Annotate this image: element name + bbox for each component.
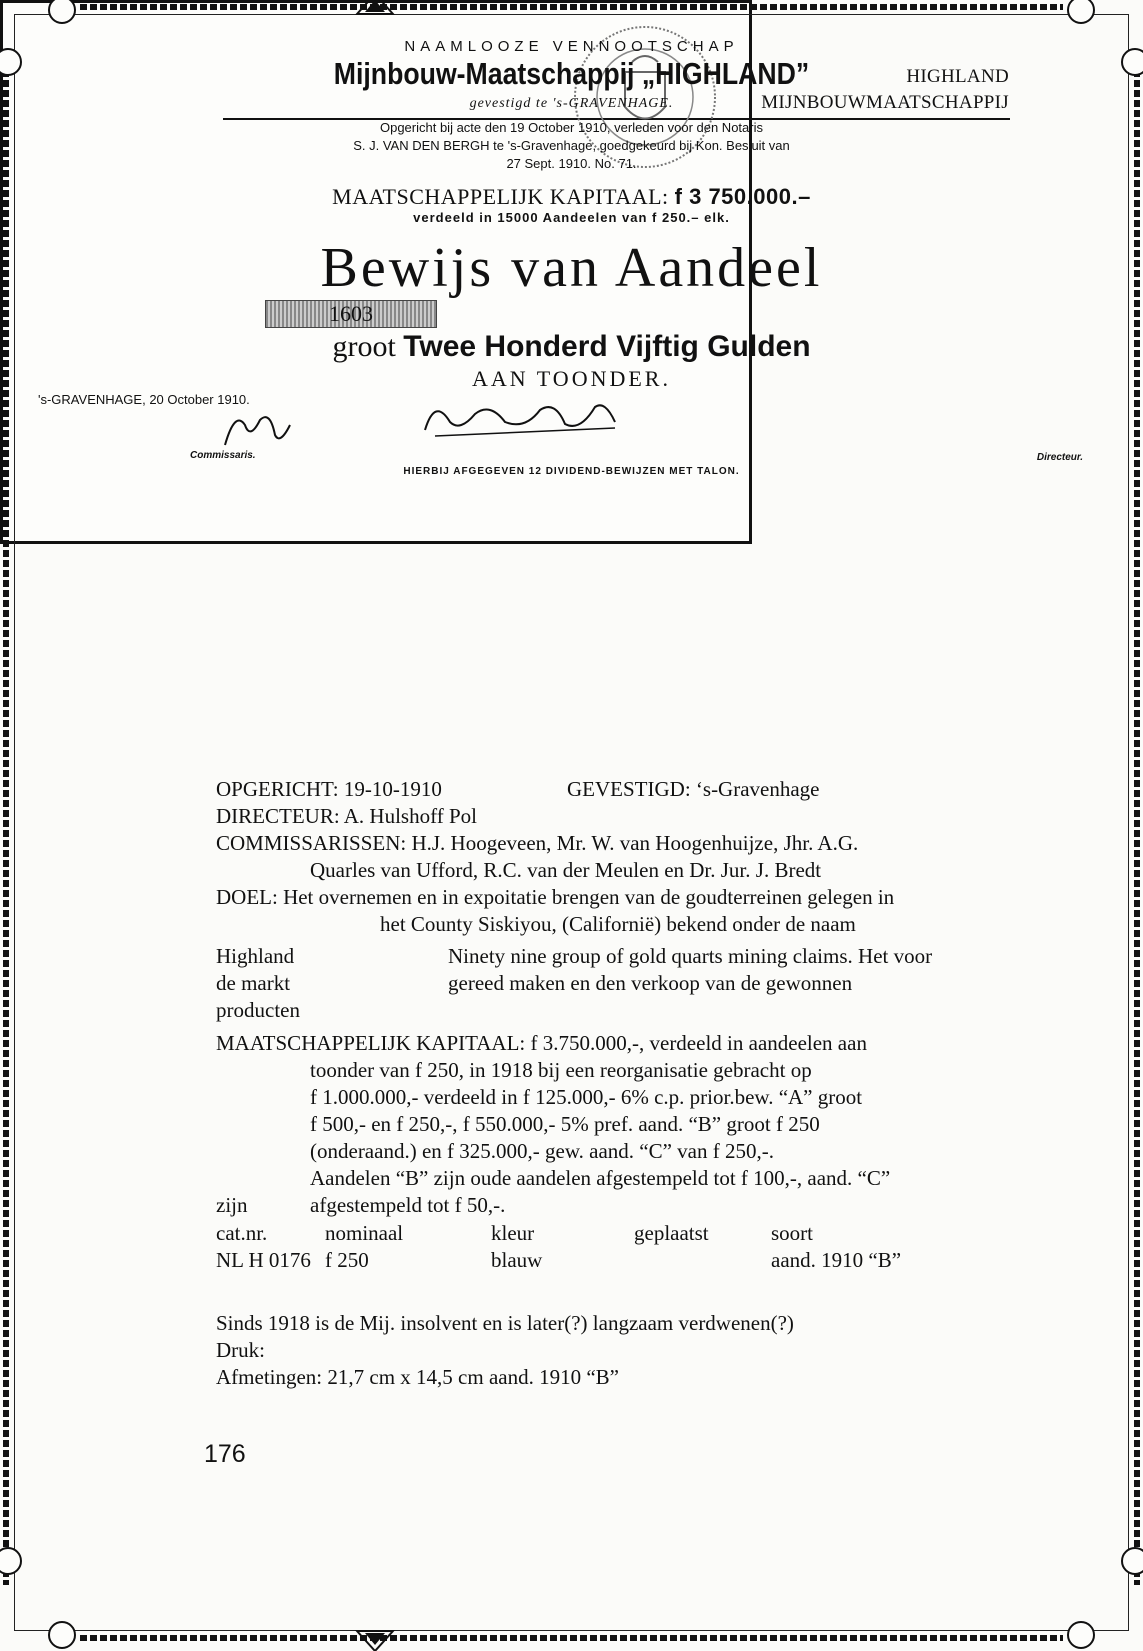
table-cell-nominaal: f 250 xyxy=(325,1248,369,1272)
kapitaal-line: MAATSCHAPPELIJK KAPITAAL: f 3.750.000,-, verdeeld in aandeelen aan xyxy=(216,1031,867,1055)
capital-line: MAATSCHAPPELIJK KAPITAAL: f 3 750.000.– xyxy=(332,184,811,209)
kapitaal-line: Aandelen “B” zijn oude aandelen afgestempeld tot f 100,-, aand. “C” xyxy=(310,1166,891,1190)
share-certificate xyxy=(0,0,1083,544)
kapitaal-line: (onderaand.) en f 325.000,- gew. aand. “C” van f 250,-. xyxy=(310,1139,774,1163)
company-name: Mijnbouw-Maatschappij „HIGHLAND” xyxy=(333,56,810,91)
table-cell-catnr: NL H 0176 xyxy=(216,1248,311,1272)
company-seat: gevestigd te 's-GRAVENHAGE. xyxy=(469,96,674,111)
doel-line: producten xyxy=(216,998,300,1022)
company-type: NAAMLOOZE VENNOOTSCHAP xyxy=(404,38,739,55)
commissaris-signature xyxy=(215,405,295,455)
dividend-note: HIERBIJ AFGEGEVEN 12 DIVIDEND-BEWIJZEN MET TALON. xyxy=(403,466,740,477)
directeur-line: DIRECTEUR: A. Hulshoff Pol xyxy=(216,804,477,828)
table-header-kleur: kleur xyxy=(491,1221,535,1245)
running-header-subtitle: MIJNBOUWMAATSCHAPPIJ xyxy=(761,92,1009,113)
afmetingen-line: Afmetingen: 21,7 cm x 14,5 cm aand. 1910 “B” xyxy=(216,1365,619,1389)
doel-line: Ninety nine group of gold quarts mining claims. Het voor xyxy=(448,944,933,968)
founding-line: Opgericht bij acte den 19 October 1910, verleden voor den Notaris xyxy=(379,120,763,135)
commissarissen-line: COMMISSARISSEN: H.J. Hoogeveen, Mr. W. van Hoogenhuijze, Jhr. A.G. xyxy=(216,831,859,855)
kapitaal-line: f 1.000.000,- verdeeld in f 125.000,- 6% c.p. prior.bew. “A” groot xyxy=(310,1085,863,1109)
opgericht-line: OPGERICHT: 19-10-1910 xyxy=(216,777,442,801)
table-header-catnr: cat.nr. xyxy=(216,1221,268,1245)
sinds-line: Sinds 1918 is de Mij. insolvent en is later(?) langzaam verdwenen(?) xyxy=(216,1311,794,1335)
kapitaal-line: afgestempeld tot f 50,-. xyxy=(310,1193,506,1217)
founding-line: S. J. VAN DEN BERGH te 's-Gravenhage, goedgekeurd bij Kon. Besluit van xyxy=(353,138,790,153)
directeur-label: Directeur. xyxy=(1036,452,1083,463)
commissarissen-line: Quarles van Ufford, R.C. van der Meulen en Dr. Jur. J. Bredt xyxy=(310,858,822,882)
share-division: verdeeld in 15000 Aandeelen van f 250.– elk. xyxy=(413,210,730,225)
kapitaal-line: toonder van f 250, in 1918 bij een reorganisatie gebracht op xyxy=(310,1058,812,1082)
doel-line: gereed maken en den verkoop van de gewonnen xyxy=(448,971,853,995)
bottom-crest-ornament-icon xyxy=(355,1629,395,1651)
top-crest-ornament-icon xyxy=(355,0,395,16)
amount-text: Twee Honderd Vijftig Gulden xyxy=(403,330,811,363)
certificate-number: 1603 xyxy=(265,300,437,328)
bottom-border-pattern xyxy=(80,1635,1063,1641)
table-header-geplaatst: geplaatst xyxy=(634,1221,709,1245)
founding-line: 27 Sept. 1910. No. 71. xyxy=(506,156,637,171)
capital-label: MAATSCHAPPELIJK KAPITAAL xyxy=(332,184,663,209)
capital-value: f 3 750.000.– xyxy=(674,184,811,209)
certificate-title: Bewijs van Aandeel xyxy=(320,237,823,299)
page-number: 176 xyxy=(204,1440,246,1468)
table-cell-soort: aand. 1910 “B” xyxy=(771,1248,902,1272)
kapitaal-line: zijn xyxy=(216,1193,248,1217)
place-date: 's-GRAVENHAGE, 20 October 1910. xyxy=(38,392,250,407)
directeur-signature xyxy=(415,392,625,444)
doel-line: Highland xyxy=(216,944,295,968)
table-header-soort: soort xyxy=(771,1221,813,1245)
doel-line: DOEL: Het overnemen en in expoitatie brengen van de goudterreinen gelegen in xyxy=(216,885,895,909)
running-header-title: HIGHLAND xyxy=(906,66,1009,87)
doel-line: het County Siskiyou, (Californië) bekend onder de naam xyxy=(380,912,856,936)
doel-line: de markt xyxy=(216,971,291,995)
kapitaal-line: f 500,- en f 250,-, f 550.000,- 5% pref. aand. “B” groot f 250 xyxy=(310,1112,820,1136)
bearer-note: AAN TOONDER. xyxy=(472,366,671,391)
gevestigd-line: GEVESTIGD: ‘s-Gravenhage xyxy=(567,777,820,801)
top-border-pattern xyxy=(80,4,1063,10)
table-header-nominaal: nominaal xyxy=(325,1221,404,1245)
side-ornament-icon xyxy=(1121,1547,1143,1575)
nominal-amount xyxy=(0,330,1143,364)
druk-line: Druk: xyxy=(216,1338,265,1362)
amount-prefix: groot xyxy=(332,330,396,363)
table-cell-kleur: blauw xyxy=(491,1248,543,1272)
commissaris-label: Commissaris. xyxy=(190,450,256,461)
